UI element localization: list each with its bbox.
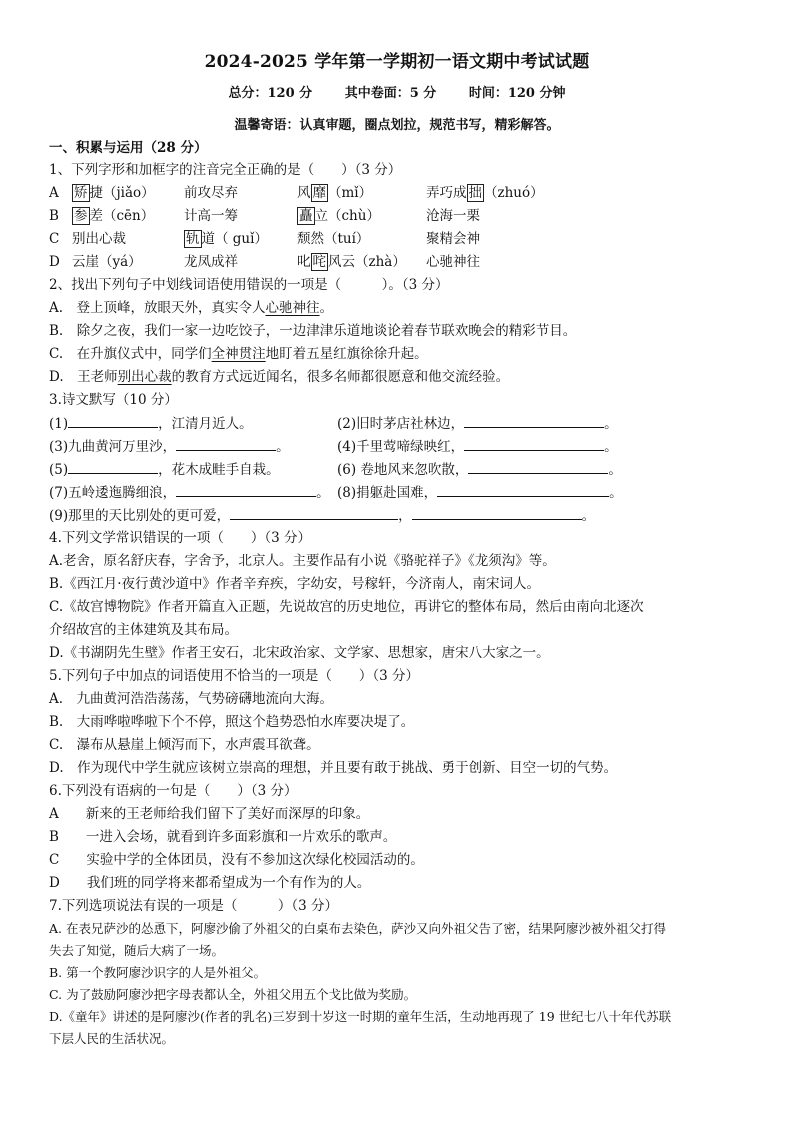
q1-b-word1: 参 差（cēn） [74, 208, 155, 224]
q4-stem: 4.下列文学常识错误的一项（ ）（3 分） [49, 530, 312, 546]
q5-option-d: D. 作为现代中学生就应该树立崇高的理想，并且要有敢于挑战、勇于创新、目空一切的气势。 [49, 760, 618, 776]
q2-option-d: D. 王老师别出心裁的教育方式远近闻名，很多名师都很愿意和他交流经验。 [49, 369, 510, 385]
answer-blank[interactable] [68, 460, 158, 474]
q6-option-c: C 实验中学的全体团员，没有不参加这次绿化校园活动的。 [49, 852, 424, 868]
greeting-tip: 温馨寄语：认真审题，圈点划拉，规范书写，精彩解答。 [234, 118, 560, 133]
q1-c-word2: 轨 道（ guǐ） [186, 231, 268, 247]
q3-row-5: (9)那里的天比别处的更可爱， ， 。 [49, 508, 596, 524]
q4-option-b: B.《西江月·夜行黄沙道中》作者辛弃疾，字幼安，号稼轩，今济南人，南宋词人。 [49, 576, 541, 592]
q1-a-word3: 风 靡 （mǐ） [297, 185, 373, 201]
q4-option-c: C.《故宫博物院》作者开篇直入正题，先说故宫的历史地位，再讲它的整体布局，然后由南向北逐次 [49, 599, 644, 615]
exam-meta [0, 82, 794, 101]
option-letter: D [49, 254, 60, 270]
q6-option-d: D 我们班的同学将来都希望成为一个有作为的人。 [49, 875, 371, 891]
q5-stem: 5.下列句子中加点的词语使用不恰当的一项是（ ）（3 分） [49, 668, 420, 684]
answer-blank[interactable] [230, 506, 398, 520]
answer-blank[interactable] [412, 506, 582, 520]
answer-blank[interactable] [437, 483, 609, 497]
q5-option-b: B. 大雨哗啦哗啦下个不停，照这个趋势恐怕水库要决堤了。 [49, 714, 415, 730]
answer-blank[interactable] [176, 437, 276, 451]
q4-option-d: D.《书湖阴先生壁》作者王安石，北宋政治家、文学家、思想家，唐宋八大家之一。 [49, 645, 550, 661]
q5-option-a: A. 九曲黄河浩浩荡荡，气势磅礴地流向大海。 [49, 691, 334, 707]
q5-option-c: C. 瀑布从悬崖上倾泻而下，水声震耳欲聋。 [49, 737, 320, 753]
q1-a-word4: 弄巧成 拙 （zhuó） [426, 185, 544, 201]
q3-stem: 3.诗文默写（10 分） [49, 392, 178, 408]
answer-blank[interactable] [176, 483, 316, 497]
underlined-word: 全神贯注 [211, 346, 266, 362]
answer-blank[interactable] [464, 437, 604, 451]
answer-blank[interactable] [468, 460, 608, 474]
underlined-word: 别出心裁 [117, 369, 172, 385]
q7-option-c: C. 为了鼓励阿廖沙把字母表都认全，外祖父用五个戈比做为奖励。 [49, 987, 417, 1002]
q1-c-word3: 颓然（tuí） [297, 231, 370, 247]
q7-option-a: A. 在表兄萨沙的怂恿下，阿廖沙偷了外祖父的白桌布去染色，萨沙又向外祖父告了密，结果阿廖沙被外祖父打得 [49, 921, 666, 936]
answer-blank[interactable] [464, 414, 604, 428]
q7-option-d: D.《童年》讲述的是阿廖沙(作者的乳名)三岁到十岁这一时期的童年生活，生动地再现了 19 世纪七八十年代苏联 [49, 1009, 672, 1024]
total-score: 总分：120 分 [228, 86, 313, 101]
q7-option-d-cont: 下层人民的生活状况。 [49, 1031, 175, 1046]
q4-option-a: A.老舍，原名舒庆春，字舍予，北京人。主要作品有小说《骆驼祥子》《龙须沟》等。 [49, 553, 556, 569]
q1-a-word2: 前攻尽弃 [184, 185, 238, 201]
q2-option-c: C. 在升旗仪式中，同学们全神贯注地盯着五星红旗徐徐升起。 [49, 346, 428, 362]
q2-option-a: A. 登上顶峰，放眼天外，真实令人心驰神往。 [49, 300, 334, 316]
q6-option-b: B 一进入会场，就看到许多面彩旗和一片欢乐的歌声。 [49, 829, 397, 845]
exam-title: 2024-2025 学年第一学期初一语文期中考试试题 [204, 52, 590, 72]
option-letter: A [49, 185, 59, 201]
q1-b-word2: 计高一筹 [184, 208, 238, 224]
q7-option-b: B. 第一个教阿廖沙识字的人是外祖父。 [49, 965, 267, 980]
q1-c-word1: 别出心裁 [72, 231, 126, 247]
q2-stem: 2、找出下列句子中划线词语使用错误的一项是（ ）。（3 分） [49, 277, 449, 293]
q1-stem: 1、下列字形和加框字的注音完全正确的是（ ）（3 分） [49, 162, 402, 178]
q1-a-word1: 矫 捷（jiǎo） [74, 185, 155, 201]
q1-d-word3: 叱 咤 风云（zhà） [297, 254, 406, 270]
q6-stem: 6.下列没有语病的一句是（ ）（3 分） [49, 783, 298, 799]
q4-option-c-cont: 介绍故宫的主体建筑及其布局。 [49, 622, 238, 638]
section-heading: 一、积累与运用（28 分） [49, 140, 208, 156]
q7-stem: 7.下列选项说法有误的一项是（ ）（3 分） [49, 898, 339, 914]
q1-d-word2: 龙凤成祥 [184, 254, 238, 270]
option-letter: C [49, 231, 60, 247]
q1-d-word1: 云崖（yá） [72, 254, 142, 270]
q1-c-word4: 聚精会神 [426, 231, 480, 247]
neatness-score: 其中卷面：5 分 [344, 86, 437, 101]
q1-d-word4: 心驰神往 [426, 254, 480, 270]
q1-b-word3: 矗 立（chù） [299, 208, 380, 224]
underlined-word: 心驰神往 [265, 300, 320, 316]
exam-time: 时间：120 分钟 [468, 86, 566, 101]
exam-page: 2024-2025 学年第一学期初一语文期中考试试题 总分：120 分 其中卷面：5 分 时间：120 分钟 温馨寄语：认真审题，圈点划拉，规范书写，精彩解答。 一、积累与运用（28 分） 1、下列字形和加框字的注音完全正确的是（ ）（3 分） A 矫 捷（jiǎo） 前攻尽弃 风 靡 （mǐ） 弄巧成 拙 （zhuó） B 参 差（cēn） 计高一筹 矗 立（chù） 沧海一栗 C 别出心裁 轨 道（ guǐ） 颓然（tuí） 聚精会神 D 云崖（yá） 龙凤成祥 叱 咤 风云（zhà） 心驰神往 2、找出下列句子中划线词语使用错误的一项是（ ）。（3 分） A. 登上顶峰，放眼天外，真实令人心驰神往。 B. 除夕之夜，我们一家一边吃饺子，一边津津乐道地谈论着春节联欢晚会的精彩节目。 C. 在升旗仪式中，同学们全神贯注地盯着五星红旗徐徐升起。 D. 王老师别出心裁的教育方式远近闻名，很多名师都很愿意和他交流经验。 3.诗文默写（10 分） (1) ，江清月近人。 (2)旧时茅店社林边， 。 (3)九曲黄河万里沙， 。 (4)千里莺啼绿映红， 。 (5) ，花木成畦手自栽。 (6) 卷地风来忽吹散， 。 (7)五岭逶迤腾细浪， 。 (8)捐躯赴国难， 。 (9)那里的天比别处的更可爱， ， 。 4.下列文学常识错误的一项（ ）（3 分） A.老舍，原名舒庆春，字舍予，北京人。主要作品有小说《骆驼祥子》《龙须沟》等。 B.《西江月·夜行黄沙道中》作者辛弃疾，字幼安，号稼轩，今济南人，南宋词人。 C.《故宫博物院》作者开篇直入正题，先说故宫的历史地位，再讲它的整体布局，然后由南向北逐次 介绍故宫的主体建筑及其布局。 D.《书湖阴先生壁》作者王安石，北宋政治家、文学家、思想家，唐宋八大家之一。 5.下列句子中加点的词语使用不恰当的一项是（ ）（3 分） A. 九曲黄河浩浩荡荡，气势磅礴地流向大海。 B. 大雨哗啦哗啦下个不停，照这个趋势恐怕水库要决堤了。 C. 瀑布从悬崖上倾泻而下，水声震耳欲聋。 D. 作为现代中学生就应该树立崇高的理想，并且要有敢于挑战、勇于创新、目空一切的气势。 6.下列没有语病的一句是（ ）（3 分） A 新来的王老师给我们留下了美好而深厚的印象。 B 一进入会场，就看到许多面彩旗和一片欢乐的歌声。 C 实验中学的全体团员，没有不参加这次绿化校园活动的。 D 我们班的同学将来都希望成为一个有作为的人。 7.下列选项说法有误的一项是（ ）（3 分） A. 在表兄萨沙的怂恿下，阿廖沙偷了外祖父的白桌布去染色，萨沙又向外祖父告了密，结果阿廖沙被外祖父打得 失去了知觉，随后大病了一场。 B. 第一个教阿廖沙识字的人是外祖父。 C. 为了鼓励阿廖沙把字母表都认全，外祖父用五个戈比做为奖励。 D.《童年》讲述的是阿廖沙(作者的乳名)三岁到十岁这一时期的童年生活，生动地再现了 19 世纪七八十年代苏联 下层人民的生活状况。 [0, 0, 794, 1123]
q1-b-word4: 沧海一栗 [426, 208, 480, 224]
option-letter: B [49, 208, 59, 224]
q2-option-b: B. 除夕之夜，我们一家一边吃饺子，一边津津乐道地谈论着春节联欢晚会的精彩节目。 [49, 323, 577, 339]
q7-option-a-cont: 失去了知觉，随后大病了一场。 [49, 943, 225, 958]
answer-blank[interactable] [68, 414, 158, 428]
q6-option-a: A 新来的王老师给我们留下了美好而深厚的印象。 [49, 806, 370, 822]
